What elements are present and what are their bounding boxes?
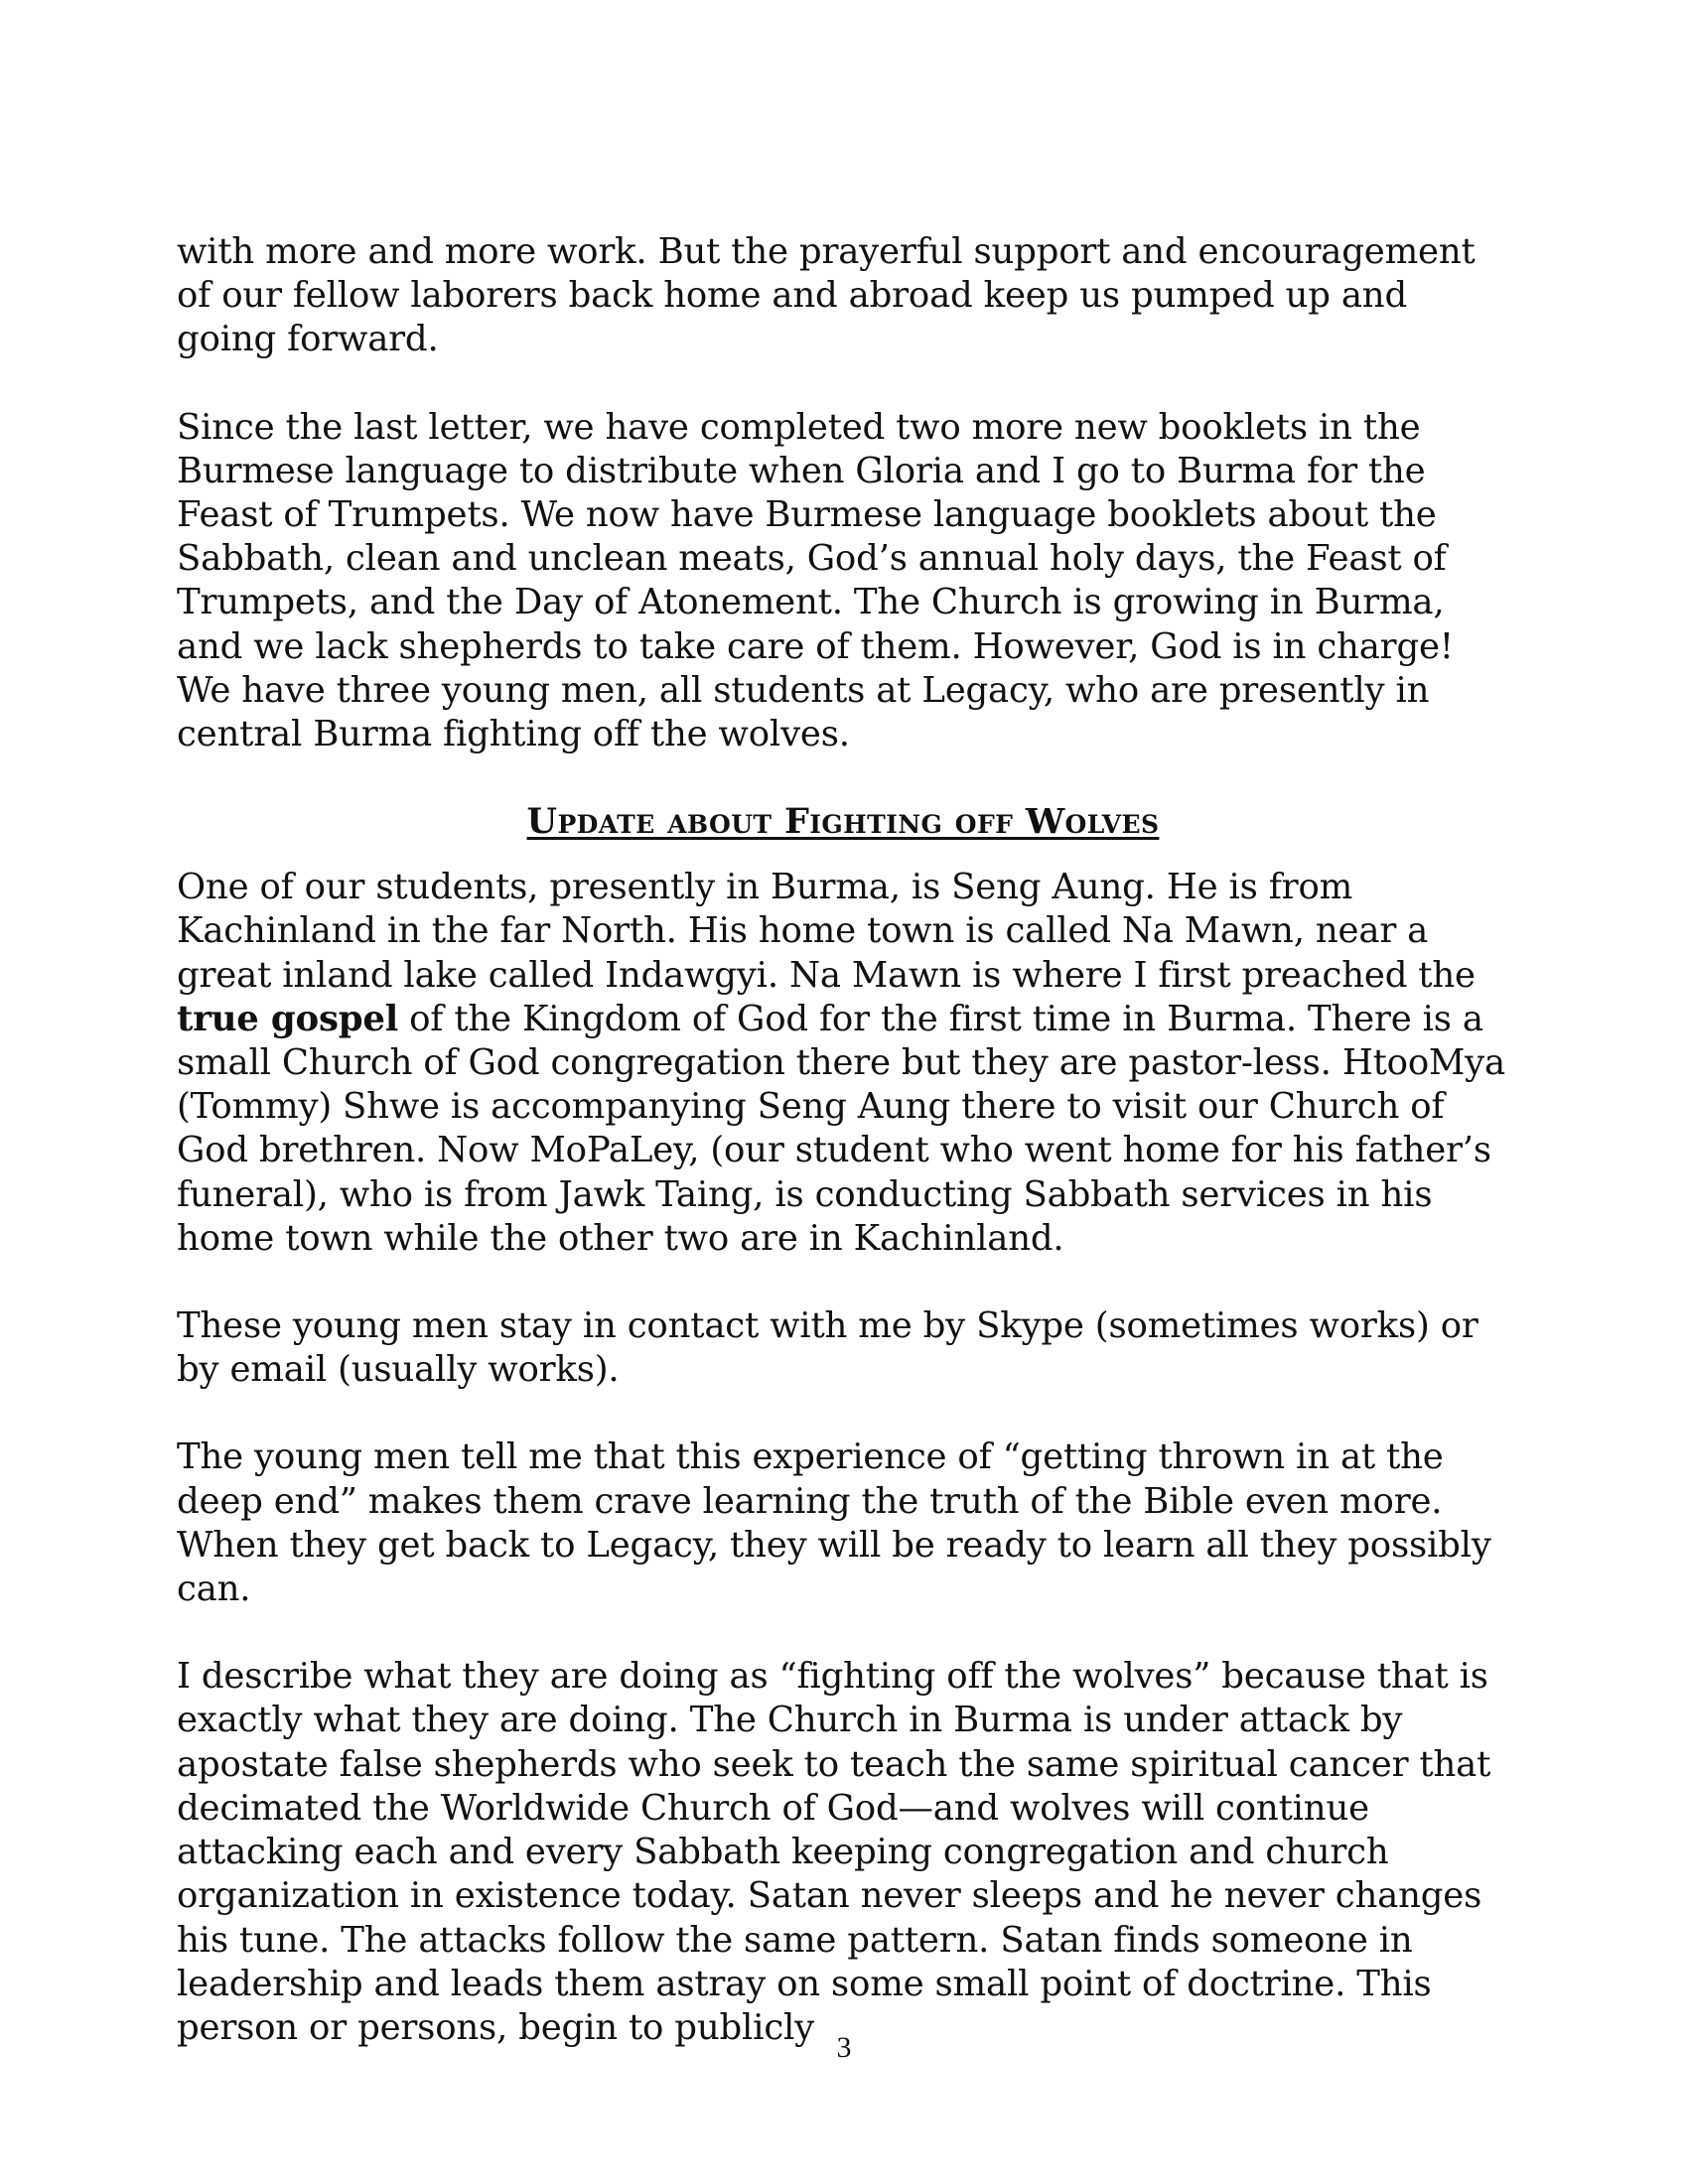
paragraph-seng-aung-part1: One of our students, presently in Burma, is Seng Aung. He is from Kachinland in the far North. His home town is called Na Mawn, near a great inland lake called Indawgyi. Na Mawn is where I first preached the xyxy=(177,867,1476,996)
paragraph-seng-aung-part2: of the Kingdom of God for the first time in Burma. There is a small Church of God congregation there but they are pastor-less. HtooMya (Tommy) Shwe is accompanying Seng Aung there to visit our Church of God brethren. Now MoPaLey, (our student who went home for his father’s funeral), who is from Jawk Taing, is conducting Sabbath services in his home town while the other two are in Kachinland. xyxy=(177,998,1505,1259)
letter-body xyxy=(177,230,1509,2094)
paragraph-booklets: Since the last letter, we have completed two more new booklets in the Burmese language to distribute when Gloria and I go to Burma for the Feast of Trumpets. We now have Burmese language booklets about the Sabbath, clean and unclean meats, God’s annual holy days, the Feast of Trumpets, and the Day of Atonement. The Church is growing in Burma, and we lack shepherds to take care of them. However, God is in charge! We have three young men, all students at Legacy, who are presently in central Burma fighting off the wolves. xyxy=(177,406,1454,755)
paragraph-contact: These young men stay in contact with me by Skype (sometimes works) or by email (usually works). xyxy=(177,1305,1478,1391)
paragraph-continuation: with more and more work. But the prayerful support and encouragement of our fellow laborers back home and abroad keep us pumped up and going forward. xyxy=(177,231,1476,360)
page-number: 3 xyxy=(836,2031,852,2064)
paragraph-wolves: I describe what they are doing as “fighting off the wolves” because that is exactly what they are doing. The Church in Burma is under attack by apostate false shepherds who seek to teach the same spiritual cancer that decimated the Worldwide Church of God—and wolves will continue attacking each and every Sabbath keeping congregation and church organization in existence today. Satan never sleeps and he never changes his tune. The attacks follow the same pattern. Satan finds someone in leadership and leads them astray on some small point of doctrine. This person or persons, begin to publicly xyxy=(177,1656,1491,2048)
paragraph-seng-aung xyxy=(177,866,1509,1261)
section-heading: Update about Fighting off Wolves xyxy=(526,801,1160,843)
bold-true-gospel: true gospel xyxy=(177,998,399,1039)
paragraph-deep-end: The young men tell me that this experience of “getting thrown in at the deep end” makes them crave learning the truth of the Bible even more. When they get back to Legacy, they will be ready to learn all they possibly can. xyxy=(177,1436,1491,1610)
